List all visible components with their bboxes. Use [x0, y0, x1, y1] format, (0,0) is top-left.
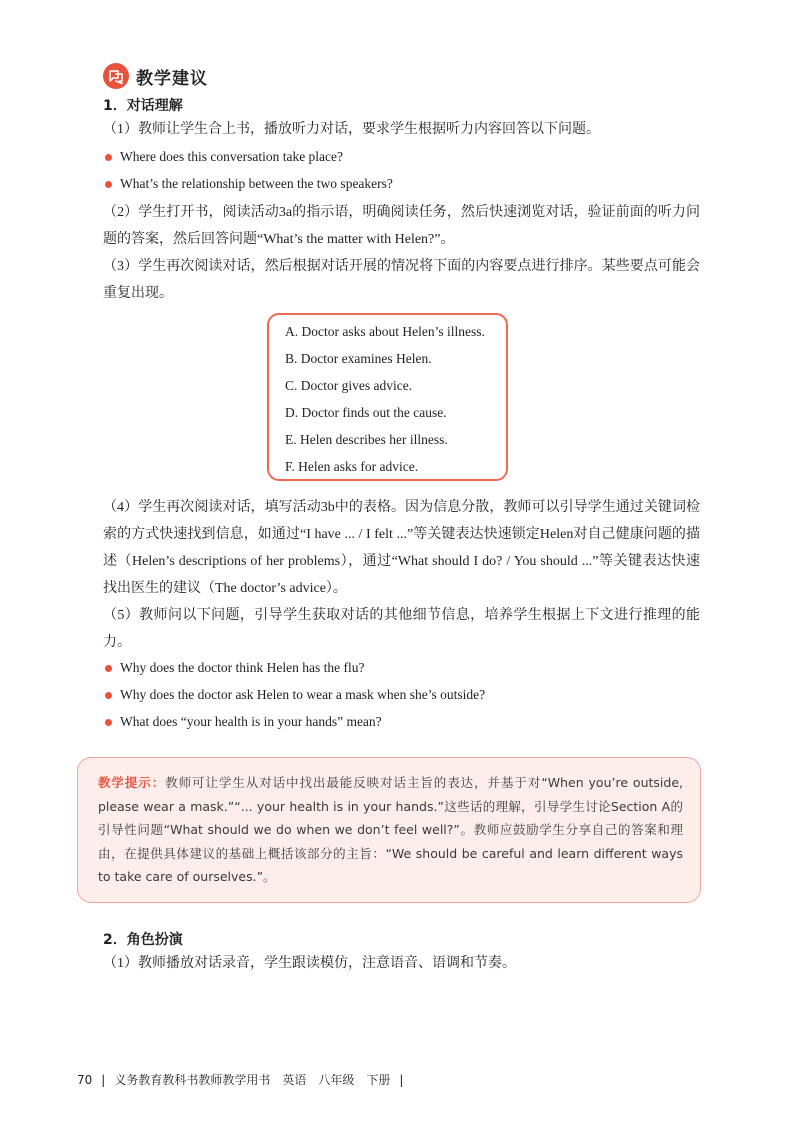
- order-item: B. Doctor examines Helen.: [285, 351, 432, 366]
- part2-step1: （1）教师播放对话录音，学生跟读模仿，注意语音、语调和节奏。: [103, 956, 516, 971]
- question-text: Where does this conversation take place?: [120, 149, 344, 164]
- tip-body: 教师可让学生从对话中找出最能反映对话主旨的表达，并基于对“When you’re outside, please wear a mask.”“... your health is in your hands.”这些话的理解，引导学生讨论Section A的引导性问题“What should we do when we don’t feel well?”。教师应鼓励学生分享自己的答案和理由，在提供具体建议的基础上概括该部分的主旨：“We should be careful and learn different ways to take care of ourselves.”。: [98, 775, 683, 884]
- tip-label: 教学提示：: [98, 775, 166, 790]
- page-footer: [77, 1071, 412, 1088]
- bullet-icon: [105, 692, 112, 699]
- order-item: F. Helen asks for advice.: [285, 459, 419, 474]
- bullet-icon: [105, 719, 112, 726]
- part2-heading: 2．角色扮演: [103, 932, 183, 948]
- part1-heading: 1．对话理解: [103, 98, 183, 114]
- question-text: What’s the relationship between the two speakers?: [120, 176, 393, 191]
- bullet-icon: [105, 665, 112, 672]
- page-number: 70: [77, 1073, 93, 1087]
- order-item: D. Doctor finds out the cause.: [285, 405, 447, 420]
- part1-step3: （3）学生再次阅读对话，然后根据对话开展的情况将下面的内容要点进行排序。某些要点可能会重复出现。: [103, 259, 700, 301]
- ordering-box: [267, 313, 508, 481]
- question-text: Why does the doctor think Helen has the flu?: [120, 660, 365, 675]
- footer-separator: |: [399, 1073, 404, 1087]
- part1-step5: （5）教师问以下问题，引导学生获取对话的其他细节信息，培养学生根据上下文进行推理的能力。: [103, 608, 700, 650]
- part1-step4: （4）学生再次阅读对话，填写活动3b中的表格。因为信息分散，教师可以引导学生通过关键词检索的方式快速找到信息，如通过“I have ... / I felt ...”等关键表达快速锁定Helen对自己健康问题的描述（Helen’s descriptions of her problems），通过“What should I do? / You should ...”等关键表达快速找出医生的建议（The doctor’s advice）。: [103, 500, 700, 596]
- teaching-icon: [103, 63, 129, 89]
- book-title: 义务教育教科书教师教学用书 英语 八年级 下册: [114, 1073, 391, 1087]
- part1-step1: （1）教师让学生合上书，播放听力对话，要求学生根据听力内容回答以下问题。: [103, 122, 600, 137]
- order-item: C. Doctor gives advice.: [285, 378, 413, 393]
- list-item: [105, 685, 485, 705]
- question-text: What does “your health is in your hands” mean?: [120, 714, 382, 729]
- footer-separator: |: [101, 1073, 106, 1087]
- list-item: [105, 147, 343, 167]
- list-item: [105, 174, 393, 194]
- tip-text: [98, 771, 683, 889]
- list-item: [105, 712, 382, 732]
- list-item: [105, 658, 364, 678]
- bullet-icon: [105, 154, 112, 161]
- bullet-icon: [105, 181, 112, 188]
- section-title: 教学建议: [136, 68, 208, 89]
- question-text: Why does the doctor ask Helen to wear a mask when she’s outside?: [120, 687, 486, 702]
- teaching-tip-box: [77, 757, 701, 903]
- section-header: [103, 62, 208, 90]
- order-item: A. Doctor asks about Helen’s illness.: [285, 324, 485, 339]
- part1-step2: （2）学生打开书，阅读活动3a的指示语，明确阅读任务，然后快速浏览对话，验证前面的听力问题的答案，然后回答问题“What’s the matter with Helen?”。: [103, 205, 700, 247]
- order-item: E. Helen describes her illness.: [285, 432, 448, 447]
